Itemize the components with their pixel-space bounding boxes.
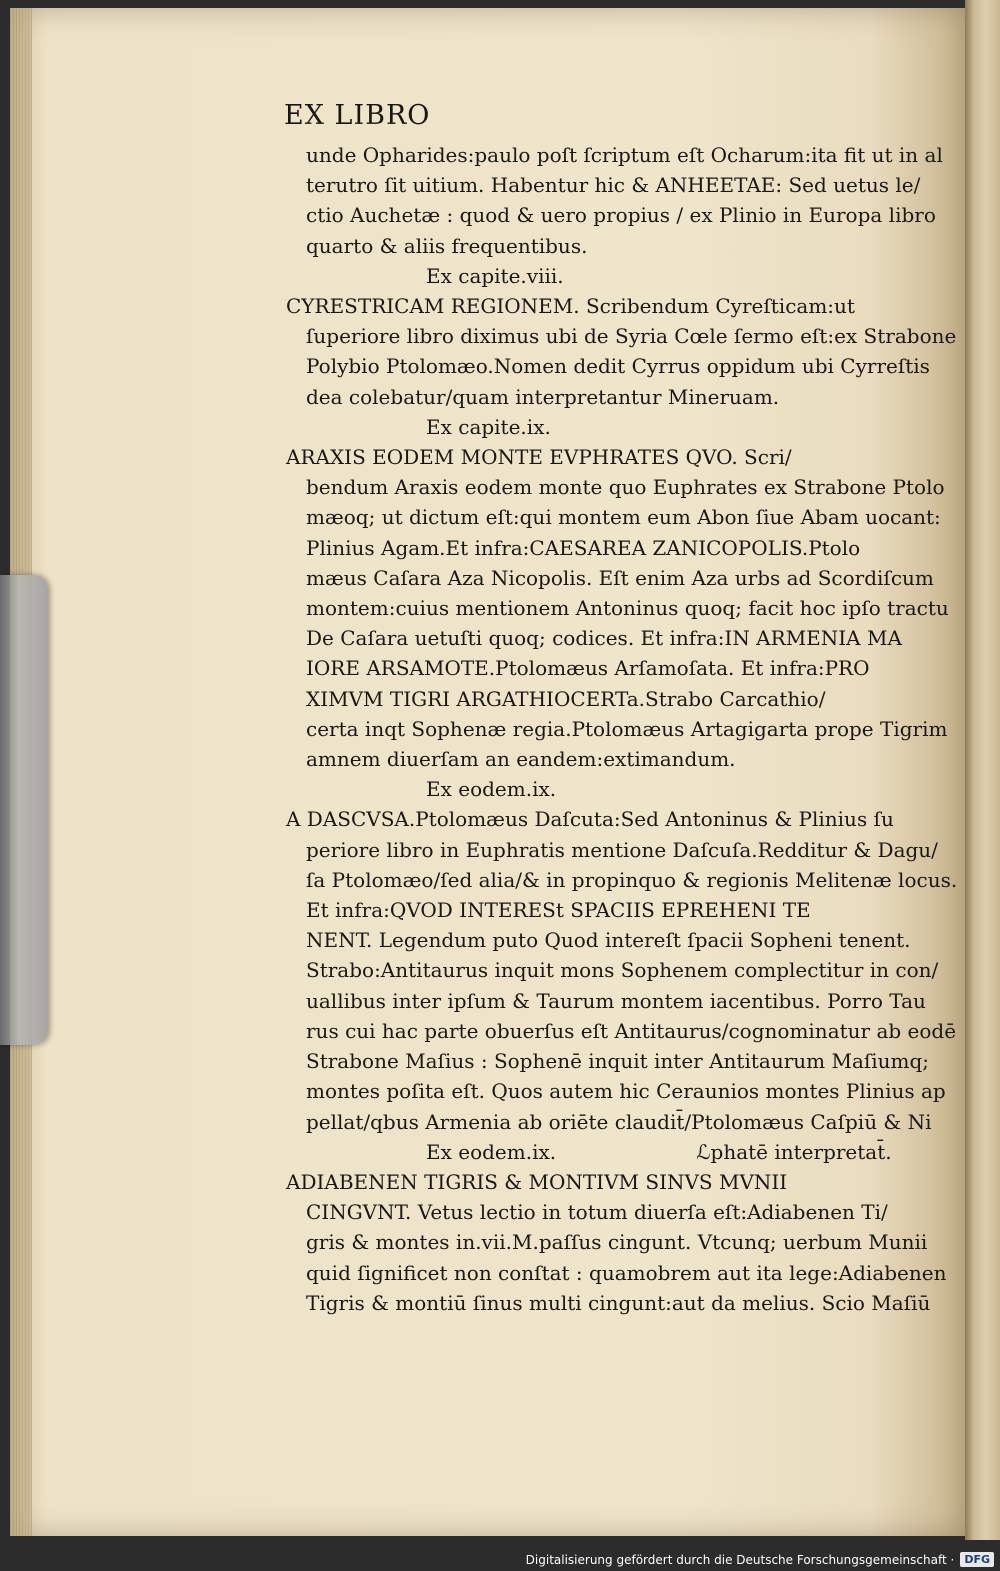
text-line: Plinius Agam.Et infra:CAESAREA ZANICOPOLIS.Ptolo [306, 535, 861, 560]
text-line: Polybio Ptolomæo.Nomen dedit Cyrrus oppidum ubi Cyrreſtis [306, 354, 930, 379]
text-line: ADIABENEN TIGRIS & MONTIVM SINVS MVNII [286, 1169, 788, 1194]
footer-credit [526, 1552, 994, 1567]
text-line: ARAXIS EODEM MONTE EVPHRATES QVO. Scri/ [286, 445, 792, 470]
text-line: bendum Araxis eodem monte quo Euphrates ex Strabone Ptolo [306, 475, 945, 500]
page-body-text [286, 140, 958, 1318]
text-line: gris & montes in.vii.M.paſſus cingunt. Vtcunq; uerbum Munii [306, 1230, 928, 1255]
page-clip [0, 575, 48, 1045]
facing-page-fragment [972, 170, 1000, 1530]
chapter-heading: Ex eodem.ix. [426, 1139, 557, 1164]
text-line: CYRESTRICAM REGIONEM. Scribendum Cyreſticam:ut [286, 294, 855, 319]
text-line: mæus Caſara Aza Nicopolis. Eſt enim Aza urbs ad Scordiſcum [306, 565, 934, 590]
text-line: Tigris & montiū ſinus multi cingunt:aut da melius. Scio Maſiū [306, 1290, 931, 1315]
line-continuation: ℒphatē interpretat̄. [696, 1139, 892, 1164]
text-line: montes poſita eſt. Quos autem hic Ceraunios montes Plinius ap [306, 1079, 946, 1104]
text-line: dea colebatur/quam interpretantur Mineruam. [306, 384, 780, 409]
text-line: NENT. Legendum puto Quod intereſt ſpacii Sopheni tenent. [306, 928, 911, 953]
text-line: amnem diuerſam an eandem:extimandum. [306, 747, 736, 772]
text-line: ctio Auchetæ : quod & uero propius / ex Plinio in Europa libro [306, 203, 936, 228]
text-line: Et infra:QVOD INTERESt SPACIIS EPREHENI TE [306, 898, 811, 923]
text-line: ſuperiore libro diximus ubi de Syria Cœle ſermo eſt:ex Strabone [306, 324, 957, 349]
footer-text: Digitalisierung gefördert durch die Deutsche Forschungsgemeinschaft · [525, 1552, 955, 1567]
text-line: ſa Ptolomæo/ſed alia/& in propinquo & regionis Melitenæ locus. [306, 867, 958, 892]
text-line: Ex eodem.ix. [426, 777, 557, 802]
page-header: EX LIBRO [284, 100, 431, 131]
text-line: Ex capite.ix. [426, 414, 551, 439]
text-line: mæoq; ut dictum eſt:qui montem eum Abon ſiue Abam uocant: [306, 505, 941, 530]
text-line: Strabone Maſius : Sophenē inquit inter Antitaurum Maſiumq; [306, 1049, 930, 1074]
dfg-logo-icon: DFG [960, 1552, 994, 1567]
text-line: CINGVNT. Vetus lectio in totum diuerſa eſt:Adiabenen Ti/ [306, 1200, 888, 1225]
text-line [286, 1137, 911, 1167]
text-line: unde Opharides:paulo poſt ſcriptum eſt Ocharum:ita fit ut in al [306, 143, 943, 167]
text-line: periore libro in Euphratis mentione Daſcuſa.Redditur & Dagu/ [306, 837, 938, 862]
text-line: certa inqt Sophenæ regia.Ptolomæus Artagigarta prope Tigrim [306, 716, 948, 741]
text-line: rus cui hac parte obuerſus eſt Antitaurus/cognominatur ab eodē [306, 1018, 957, 1043]
text-line: quarto & aliis frequentibus. [306, 233, 588, 258]
text-line: quid ſignificet non conſtat : quamobrem aut ita lege:Adiabenen [306, 1260, 947, 1285]
text-line: IORE ARSAMOTE.Ptolomæus Arſamoſata. Et infra:PRO [306, 656, 870, 681]
text-line: uallibus inter ipſum & Taurum montem iacentibus. Porro Tau [306, 988, 926, 1013]
text-line: montem:cuius mentionem Antoninus quoq; facit hoc ipſo tractu [306, 596, 949, 621]
text-line: terutro ſit uitium. Habentur hic & ANHEETAE: Sed uetus le/ [306, 173, 921, 198]
text-line: Ex capite.viii. [426, 263, 564, 288]
text-line: pellat/qbus Armenia ab oriēte claudit̄/Ptolomæus Caſpiū & Ni [306, 1109, 932, 1134]
text-line: XIMVM TIGRI ARGATHIOCERTa.Strabo Carcathio/ [306, 686, 826, 711]
text-line: Strabo:Antitaurus inquit mons Sophenem complectitur in con/ [306, 958, 939, 983]
text-line: A DASCVSA.Ptolomæus Daſcuta:Sed Antoninus & Plinius ſu [286, 807, 894, 832]
text-line: De Caſara uetuſti quoq; codices. Et infra:IN ARMENIA MA [306, 626, 902, 651]
